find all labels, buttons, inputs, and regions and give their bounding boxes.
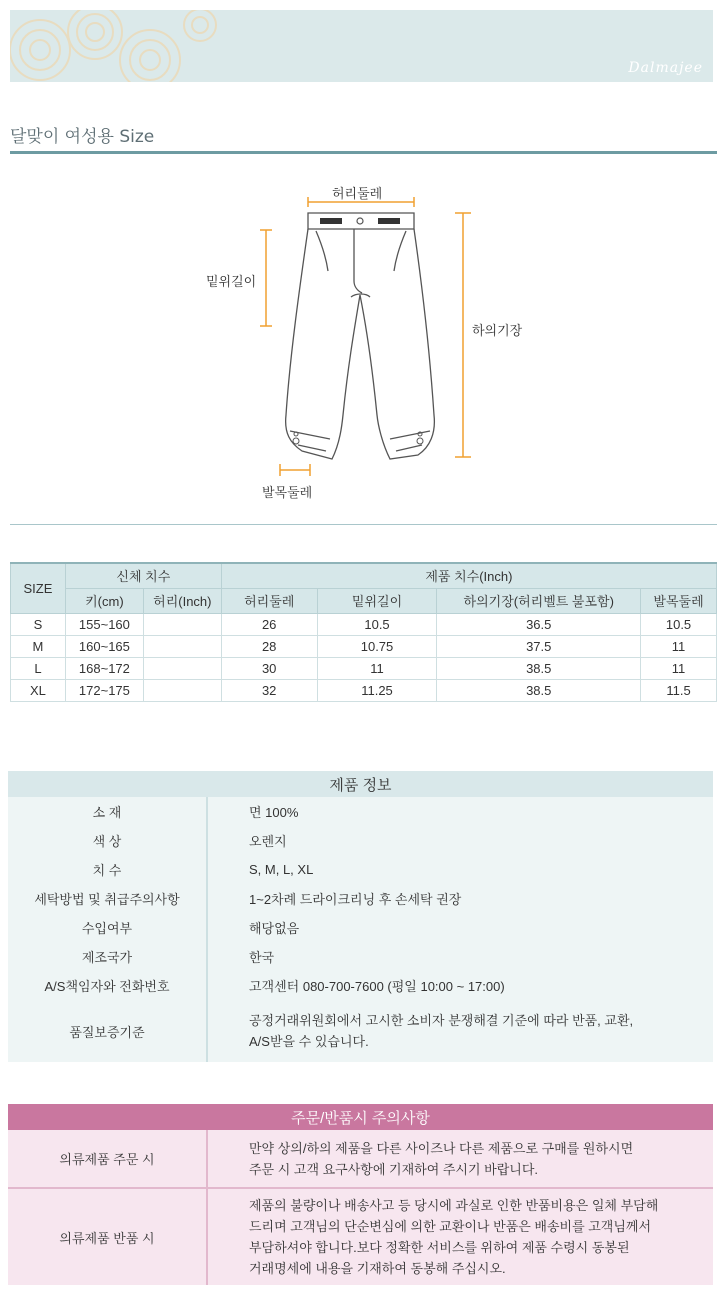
ankle-cell: 11.5 — [641, 679, 717, 701]
length-cell: 38.5 — [437, 657, 641, 679]
ankle-label: 발목둘레 — [262, 486, 313, 501]
notice-value — [207, 1188, 713, 1285]
height-cell: 172~175 — [65, 679, 143, 701]
product-info-table — [8, 771, 713, 1062]
quality-line-2: A/S받을 수 있습니다. — [249, 1034, 369, 1049]
pants-illustration — [10, 175, 713, 510]
height-cell: 160~165 — [65, 635, 143, 657]
product-info-title: 제품 정보 — [8, 771, 713, 797]
notice-key: 의류제품 주문 시 — [8, 1130, 207, 1188]
title-divider — [10, 151, 717, 154]
quality-line-1: 공정거래위원회에서 고시한 소비자 분쟁해결 기준에 따라 반품, 교환, — [249, 1013, 634, 1028]
rise-cell: 11 — [317, 657, 437, 679]
info-key: 소 재 — [8, 797, 207, 826]
info-key: A/S책임자와 전화번호 — [8, 971, 207, 1000]
order-notice-title: 주문/반품시 주의사항 — [8, 1104, 713, 1130]
notice-line: 부담하셔야 합니다.보다 정확한 서비스를 위하여 제품 수령시 동봉된 — [249, 1240, 630, 1255]
rise-cell: 11.25 — [317, 679, 437, 701]
info-row — [8, 1000, 713, 1062]
size-cell: M — [11, 635, 66, 657]
column-header: 허리(Inch) — [143, 588, 221, 613]
waist-inch-cell — [143, 657, 221, 679]
column-header: 허리둘레 — [221, 588, 317, 613]
info-value: 1~2차례 드라이크리닝 후 손세탁 권장 — [207, 884, 713, 913]
notice-line: 만약 상의/하의 제품을 다른 사이즈나 다른 제품으로 구매를 원하시면 — [249, 1140, 634, 1156]
info-key: 색 상 — [8, 826, 207, 855]
table-row — [11, 679, 717, 701]
column-header: 키(cm) — [65, 588, 143, 613]
rise-cell: 10.5 — [317, 613, 437, 635]
notice-row — [8, 1188, 713, 1285]
section-divider — [10, 524, 717, 525]
pants-size-diagram — [10, 175, 713, 510]
notice-line: 제품의 불량이나 배송사고 등 당시에 과실로 인한 반품비용은 일체 부담해 — [249, 1198, 659, 1213]
info-key: 수입여부 — [8, 913, 207, 942]
info-row — [8, 942, 713, 971]
ankle-cell: 11 — [641, 657, 717, 679]
info-value: 오렌지 — [207, 826, 713, 855]
info-value: S, M, L, XL — [207, 855, 713, 884]
info-value: 면 100% — [207, 797, 713, 826]
length-cell: 37.5 — [437, 635, 641, 657]
waist-cell: 30 — [221, 657, 317, 679]
page-title: 달맞이 여성용 Size — [10, 127, 155, 147]
rise-label: 밑위길이 — [206, 275, 257, 290]
info-key: 세탁방법 및 취급주의사항 — [8, 884, 207, 913]
info-row — [8, 913, 713, 942]
info-key: 치 수 — [8, 855, 207, 884]
column-header: 하의기장(허리벨트 불포함) — [437, 588, 641, 613]
length-cell: 36.5 — [437, 613, 641, 635]
notice-line: 드리며 고객님의 단순변심에 의한 교환이나 반품은 배송비를 고객님께서 — [249, 1219, 652, 1234]
size-cell: L — [11, 657, 66, 679]
size-cell: XL — [11, 679, 66, 701]
waist-inch-cell — [143, 635, 221, 657]
waist-cell: 26 — [221, 613, 317, 635]
rise-cell: 10.75 — [317, 635, 437, 657]
notice-value — [207, 1130, 713, 1188]
notice-row — [8, 1130, 713, 1188]
table-row — [11, 635, 717, 657]
waist-cell: 32 — [221, 679, 317, 701]
brand-logo: Dalmajee — [628, 60, 703, 76]
header-banner — [10, 10, 713, 82]
waist-cell: 28 — [221, 635, 317, 657]
table-row — [11, 613, 717, 635]
info-value: 한국 — [207, 942, 713, 971]
info-value: 해당없음 — [207, 913, 713, 942]
notice-key: 의류제품 반품 시 — [8, 1188, 207, 1285]
info-row — [8, 826, 713, 855]
height-cell: 155~160 — [65, 613, 143, 635]
length-label: 하의기장 — [472, 324, 523, 339]
info-row — [8, 971, 713, 1000]
info-row — [8, 797, 713, 826]
length-cell: 38.5 — [437, 679, 641, 701]
info-value — [207, 1000, 713, 1062]
swirl-pattern-icon — [10, 10, 230, 82]
column-header: 밑위길이 — [317, 588, 437, 613]
product-measure-header: 제품 치수(Inch) — [221, 563, 716, 588]
waist-inch-cell — [143, 613, 221, 635]
notice-line: 거래명세에 내용을 기재하여 동봉해 주십시오. — [249, 1261, 506, 1276]
size-table — [10, 562, 717, 702]
column-header: 발목둘레 — [641, 588, 717, 613]
waist-inch-cell — [143, 679, 221, 701]
order-notice-table — [8, 1104, 713, 1285]
notice-line: 주문 시 고객 요구사항에 기재하여 주시기 바랍니다. — [249, 1161, 539, 1177]
info-value: 고객센터 080-700-7600 (평일 10:00 ~ 17:00) — [207, 971, 713, 1000]
waist-label: 허리둘레 — [332, 187, 383, 202]
height-cell: 168~172 — [65, 657, 143, 679]
body-measure-header: 신체 치수 — [65, 563, 221, 588]
ankle-cell: 11 — [641, 635, 717, 657]
info-key: 품질보증기준 — [8, 1000, 207, 1062]
size-header: SIZE — [11, 563, 66, 613]
table-row — [11, 657, 717, 679]
ankle-cell: 10.5 — [641, 613, 717, 635]
info-row — [8, 884, 713, 913]
size-cell: S — [11, 613, 66, 635]
info-key: 제조국가 — [8, 942, 207, 971]
info-row — [8, 855, 713, 884]
